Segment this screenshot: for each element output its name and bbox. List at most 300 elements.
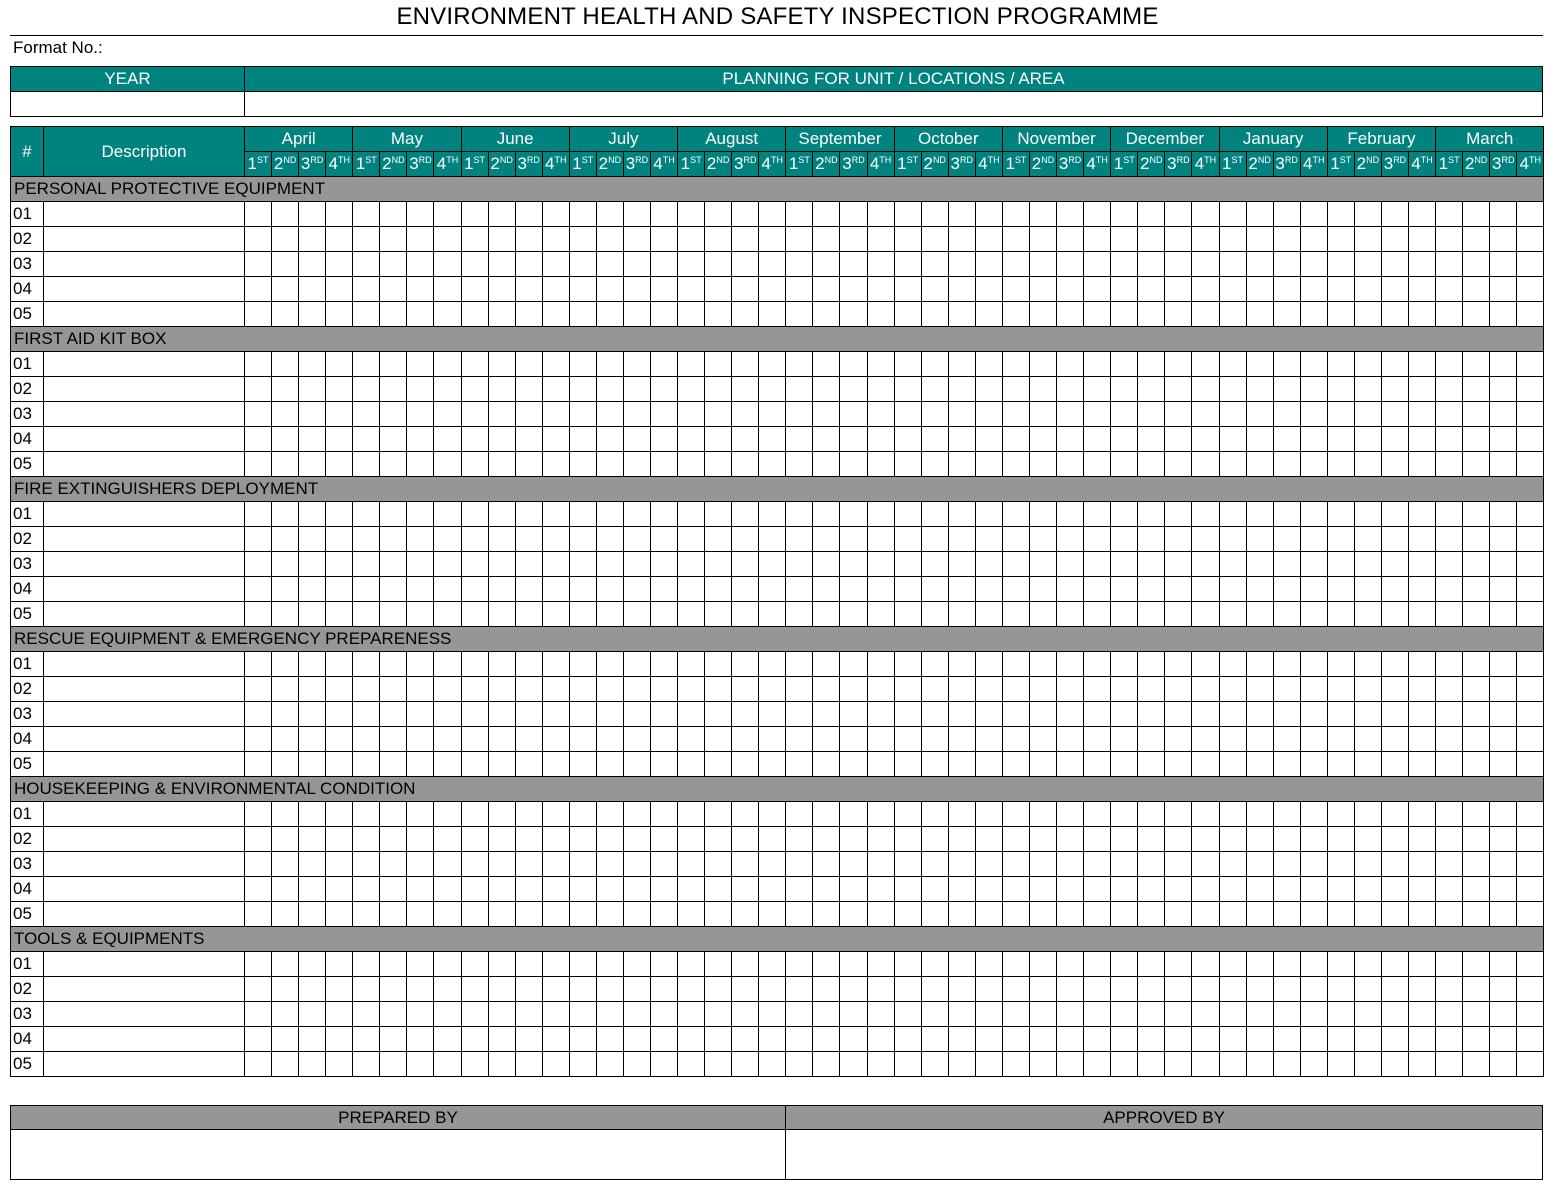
- schedule-cell[interactable]: [569, 302, 596, 327]
- description-cell[interactable]: [44, 302, 245, 327]
- schedule-cell[interactable]: [650, 902, 677, 927]
- schedule-cell[interactable]: [1327, 402, 1354, 427]
- schedule-cell[interactable]: [1517, 377, 1544, 402]
- schedule-cell[interactable]: [894, 202, 921, 227]
- schedule-cell[interactable]: [542, 977, 569, 1002]
- schedule-cell[interactable]: [1057, 602, 1084, 627]
- schedule-cell[interactable]: [921, 577, 948, 602]
- schedule-cell[interactable]: [1490, 377, 1517, 402]
- schedule-cell[interactable]: [678, 252, 705, 277]
- schedule-cell[interactable]: [1463, 427, 1490, 452]
- approved-by-field[interactable]: [786, 1130, 1543, 1180]
- schedule-cell[interactable]: [596, 852, 623, 877]
- schedule-cell[interactable]: [542, 827, 569, 852]
- schedule-cell[interactable]: [1408, 277, 1435, 302]
- schedule-cell[interactable]: [1002, 1027, 1029, 1052]
- schedule-cell[interactable]: [1029, 252, 1056, 277]
- schedule-cell[interactable]: [1273, 802, 1300, 827]
- schedule-cell[interactable]: [732, 677, 759, 702]
- schedule-cell[interactable]: [1084, 977, 1111, 1002]
- schedule-cell[interactable]: [1111, 552, 1138, 577]
- schedule-cell[interactable]: [705, 402, 732, 427]
- schedule-cell[interactable]: [1463, 977, 1490, 1002]
- schedule-cell[interactable]: [1490, 877, 1517, 902]
- schedule-cell[interactable]: [1111, 377, 1138, 402]
- schedule-cell[interactable]: [1354, 677, 1381, 702]
- schedule-cell[interactable]: [1138, 602, 1165, 627]
- schedule-cell[interactable]: [434, 702, 461, 727]
- schedule-cell[interactable]: [948, 502, 975, 527]
- schedule-cell[interactable]: [299, 227, 326, 252]
- schedule-cell[interactable]: [1111, 277, 1138, 302]
- schedule-cell[interactable]: [596, 402, 623, 427]
- schedule-cell[interactable]: [515, 1027, 542, 1052]
- schedule-cell[interactable]: [623, 827, 650, 852]
- schedule-cell[interactable]: [1002, 977, 1029, 1002]
- schedule-cell[interactable]: [299, 1002, 326, 1027]
- schedule-cell[interactable]: [786, 452, 813, 477]
- schedule-cell[interactable]: [1029, 677, 1056, 702]
- schedule-cell[interactable]: [894, 402, 921, 427]
- schedule-cell[interactable]: [542, 502, 569, 527]
- schedule-cell[interactable]: [921, 552, 948, 577]
- schedule-cell[interactable]: [813, 227, 840, 252]
- schedule-cell[interactable]: [1138, 877, 1165, 902]
- schedule-cell[interactable]: [786, 577, 813, 602]
- schedule-cell[interactable]: [867, 577, 894, 602]
- schedule-cell[interactable]: [1246, 402, 1273, 427]
- schedule-cell[interactable]: [732, 802, 759, 827]
- schedule-cell[interactable]: [1273, 877, 1300, 902]
- schedule-cell[interactable]: [1408, 852, 1435, 877]
- schedule-cell[interactable]: [1111, 702, 1138, 727]
- schedule-cell[interactable]: [1517, 802, 1544, 827]
- description-cell[interactable]: [44, 852, 245, 877]
- schedule-cell[interactable]: [732, 1002, 759, 1027]
- schedule-cell[interactable]: [650, 702, 677, 727]
- schedule-cell[interactable]: [1165, 952, 1192, 977]
- description-cell[interactable]: [44, 802, 245, 827]
- schedule-cell[interactable]: [840, 977, 867, 1002]
- schedule-cell[interactable]: [299, 527, 326, 552]
- schedule-cell[interactable]: [840, 802, 867, 827]
- schedule-cell[interactable]: [840, 527, 867, 552]
- schedule-cell[interactable]: [894, 1027, 921, 1052]
- schedule-cell[interactable]: [515, 752, 542, 777]
- schedule-cell[interactable]: [1300, 227, 1327, 252]
- schedule-cell[interactable]: [840, 577, 867, 602]
- schedule-cell[interactable]: [894, 902, 921, 927]
- schedule-cell[interactable]: [759, 877, 786, 902]
- schedule-cell[interactable]: [596, 452, 623, 477]
- schedule-cell[interactable]: [650, 502, 677, 527]
- schedule-cell[interactable]: [1084, 402, 1111, 427]
- schedule-cell[interactable]: [1246, 252, 1273, 277]
- schedule-cell[interactable]: [1273, 852, 1300, 877]
- schedule-cell[interactable]: [1219, 727, 1246, 752]
- schedule-cell[interactable]: [894, 502, 921, 527]
- schedule-cell[interactable]: [705, 452, 732, 477]
- schedule-cell[interactable]: [1111, 202, 1138, 227]
- schedule-cell[interactable]: [461, 577, 488, 602]
- schedule-cell[interactable]: [1517, 1002, 1544, 1027]
- schedule-cell[interactable]: [461, 302, 488, 327]
- schedule-cell[interactable]: [1029, 352, 1056, 377]
- schedule-cell[interactable]: [705, 1002, 732, 1027]
- schedule-cell[interactable]: [407, 877, 434, 902]
- schedule-cell[interactable]: [1300, 252, 1327, 277]
- schedule-cell[interactable]: [623, 977, 650, 1002]
- schedule-cell[interactable]: [596, 827, 623, 852]
- schedule-cell[interactable]: [434, 227, 461, 252]
- schedule-cell[interactable]: [299, 352, 326, 377]
- schedule-cell[interactable]: [272, 877, 299, 902]
- schedule-cell[interactable]: [1300, 502, 1327, 527]
- schedule-cell[interactable]: [1463, 202, 1490, 227]
- schedule-cell[interactable]: [596, 727, 623, 752]
- schedule-cell[interactable]: [1057, 252, 1084, 277]
- schedule-cell[interactable]: [948, 827, 975, 852]
- schedule-cell[interactable]: [1300, 852, 1327, 877]
- schedule-cell[interactable]: [1517, 252, 1544, 277]
- schedule-cell[interactable]: [272, 602, 299, 627]
- schedule-cell[interactable]: [326, 577, 353, 602]
- schedule-cell[interactable]: [948, 202, 975, 227]
- schedule-cell[interactable]: [1273, 227, 1300, 252]
- schedule-cell[interactable]: [245, 527, 272, 552]
- schedule-cell[interactable]: [1408, 527, 1435, 552]
- schedule-cell[interactable]: [623, 652, 650, 677]
- schedule-cell[interactable]: [1381, 877, 1408, 902]
- schedule-cell[interactable]: [245, 802, 272, 827]
- schedule-cell[interactable]: [488, 352, 515, 377]
- schedule-cell[interactable]: [1029, 1027, 1056, 1052]
- schedule-cell[interactable]: [759, 1052, 786, 1077]
- schedule-cell[interactable]: [1111, 902, 1138, 927]
- schedule-cell[interactable]: [1138, 702, 1165, 727]
- schedule-cell[interactable]: [1219, 277, 1246, 302]
- schedule-cell[interactable]: [515, 827, 542, 852]
- schedule-cell[interactable]: [407, 952, 434, 977]
- schedule-cell[interactable]: [894, 702, 921, 727]
- schedule-cell[interactable]: [975, 377, 1002, 402]
- schedule-cell[interactable]: [786, 402, 813, 427]
- schedule-cell[interactable]: [488, 377, 515, 402]
- schedule-cell[interactable]: [1436, 677, 1463, 702]
- schedule-cell[interactable]: [596, 577, 623, 602]
- schedule-cell[interactable]: [488, 852, 515, 877]
- schedule-cell[interactable]: [705, 377, 732, 402]
- schedule-cell[interactable]: [461, 677, 488, 702]
- schedule-cell[interactable]: [650, 552, 677, 577]
- schedule-cell[interactable]: [245, 452, 272, 477]
- schedule-cell[interactable]: [1517, 202, 1544, 227]
- schedule-cell[interactable]: [732, 852, 759, 877]
- schedule-cell[interactable]: [1327, 552, 1354, 577]
- schedule-cell[interactable]: [975, 402, 1002, 427]
- schedule-cell[interactable]: [1381, 602, 1408, 627]
- schedule-cell[interactable]: [407, 827, 434, 852]
- schedule-cell[interactable]: [1111, 1002, 1138, 1027]
- description-cell[interactable]: [44, 602, 245, 627]
- schedule-cell[interactable]: [894, 827, 921, 852]
- schedule-cell[interactable]: [596, 977, 623, 1002]
- schedule-cell[interactable]: [326, 202, 353, 227]
- schedule-cell[interactable]: [813, 302, 840, 327]
- schedule-cell[interactable]: [1246, 227, 1273, 252]
- schedule-cell[interactable]: [1300, 1052, 1327, 1077]
- schedule-cell[interactable]: [732, 527, 759, 552]
- schedule-cell[interactable]: [299, 377, 326, 402]
- schedule-cell[interactable]: [434, 652, 461, 677]
- schedule-cell[interactable]: [1002, 302, 1029, 327]
- schedule-cell[interactable]: [461, 877, 488, 902]
- schedule-cell[interactable]: [1463, 1027, 1490, 1052]
- schedule-cell[interactable]: [1138, 1002, 1165, 1027]
- schedule-cell[interactable]: [759, 402, 786, 427]
- schedule-cell[interactable]: [1517, 402, 1544, 427]
- schedule-cell[interactable]: [461, 527, 488, 552]
- schedule-cell[interactable]: [1138, 952, 1165, 977]
- schedule-cell[interactable]: [650, 752, 677, 777]
- schedule-cell[interactable]: [1327, 252, 1354, 277]
- schedule-cell[interactable]: [299, 802, 326, 827]
- schedule-cell[interactable]: [1165, 1027, 1192, 1052]
- schedule-cell[interactable]: [650, 877, 677, 902]
- schedule-cell[interactable]: [434, 802, 461, 827]
- schedule-cell[interactable]: [461, 602, 488, 627]
- schedule-cell[interactable]: [461, 1052, 488, 1077]
- schedule-cell[interactable]: [1381, 1052, 1408, 1077]
- schedule-cell[interactable]: [1084, 1002, 1111, 1027]
- schedule-cell[interactable]: [1246, 877, 1273, 902]
- schedule-cell[interactable]: [515, 352, 542, 377]
- schedule-cell[interactable]: [1517, 277, 1544, 302]
- schedule-cell[interactable]: [1327, 202, 1354, 227]
- schedule-cell[interactable]: [1381, 952, 1408, 977]
- schedule-cell[interactable]: [705, 352, 732, 377]
- schedule-cell[interactable]: [353, 227, 380, 252]
- schedule-cell[interactable]: [1463, 302, 1490, 327]
- schedule-cell[interactable]: [434, 252, 461, 277]
- schedule-cell[interactable]: [1219, 952, 1246, 977]
- schedule-cell[interactable]: [515, 577, 542, 602]
- schedule-cell[interactable]: [1408, 452, 1435, 477]
- schedule-cell[interactable]: [1084, 1052, 1111, 1077]
- schedule-cell[interactable]: [569, 802, 596, 827]
- schedule-cell[interactable]: [1084, 952, 1111, 977]
- schedule-cell[interactable]: [1165, 502, 1192, 527]
- schedule-cell[interactable]: [380, 977, 407, 1002]
- schedule-cell[interactable]: [1138, 402, 1165, 427]
- schedule-cell[interactable]: [921, 902, 948, 927]
- schedule-cell[interactable]: [353, 352, 380, 377]
- schedule-cell[interactable]: [1354, 377, 1381, 402]
- schedule-cell[interactable]: [1002, 452, 1029, 477]
- schedule-cell[interactable]: [975, 452, 1002, 477]
- schedule-cell[interactable]: [1436, 352, 1463, 377]
- schedule-cell[interactable]: [840, 877, 867, 902]
- schedule-cell[interactable]: [272, 1002, 299, 1027]
- schedule-cell[interactable]: [650, 577, 677, 602]
- schedule-cell[interactable]: [1002, 802, 1029, 827]
- schedule-cell[interactable]: [407, 702, 434, 727]
- schedule-cell[interactable]: [1165, 852, 1192, 877]
- schedule-cell[interactable]: [488, 402, 515, 427]
- schedule-cell[interactable]: [1138, 377, 1165, 402]
- schedule-cell[interactable]: [813, 827, 840, 852]
- schedule-cell[interactable]: [948, 277, 975, 302]
- schedule-cell[interactable]: [1490, 527, 1517, 552]
- schedule-cell[interactable]: [650, 402, 677, 427]
- schedule-cell[interactable]: [1300, 402, 1327, 427]
- schedule-cell[interactable]: [515, 427, 542, 452]
- schedule-cell[interactable]: [569, 452, 596, 477]
- schedule-cell[interactable]: [461, 502, 488, 527]
- schedule-cell[interactable]: [353, 602, 380, 627]
- schedule-cell[interactable]: [434, 552, 461, 577]
- schedule-cell[interactable]: [542, 577, 569, 602]
- schedule-cell[interactable]: [488, 502, 515, 527]
- schedule-cell[interactable]: [569, 252, 596, 277]
- schedule-cell[interactable]: [245, 577, 272, 602]
- schedule-cell[interactable]: [1436, 902, 1463, 927]
- schedule-cell[interactable]: [894, 227, 921, 252]
- schedule-cell[interactable]: [813, 527, 840, 552]
- schedule-cell[interactable]: [1138, 652, 1165, 677]
- schedule-cell[interactable]: [380, 952, 407, 977]
- schedule-cell[interactable]: [272, 677, 299, 702]
- schedule-cell[interactable]: [867, 402, 894, 427]
- description-cell[interactable]: [44, 377, 245, 402]
- schedule-cell[interactable]: [813, 502, 840, 527]
- schedule-cell[interactable]: [1408, 802, 1435, 827]
- schedule-cell[interactable]: [1057, 977, 1084, 1002]
- schedule-cell[interactable]: [1354, 427, 1381, 452]
- schedule-cell[interactable]: [542, 752, 569, 777]
- schedule-cell[interactable]: [299, 552, 326, 577]
- schedule-cell[interactable]: [786, 377, 813, 402]
- schedule-cell[interactable]: [1273, 752, 1300, 777]
- schedule-cell[interactable]: [569, 677, 596, 702]
- schedule-cell[interactable]: [1354, 952, 1381, 977]
- schedule-cell[interactable]: [1381, 977, 1408, 1002]
- schedule-cell[interactable]: [1300, 577, 1327, 602]
- schedule-cell[interactable]: [515, 552, 542, 577]
- schedule-cell[interactable]: [1246, 752, 1273, 777]
- schedule-cell[interactable]: [705, 502, 732, 527]
- schedule-cell[interactable]: [1111, 827, 1138, 852]
- schedule-cell[interactable]: [975, 952, 1002, 977]
- schedule-cell[interactable]: [1165, 352, 1192, 377]
- schedule-cell[interactable]: [488, 527, 515, 552]
- schedule-cell[interactable]: [353, 852, 380, 877]
- schedule-cell[interactable]: [867, 702, 894, 727]
- schedule-cell[interactable]: [353, 752, 380, 777]
- schedule-cell[interactable]: [353, 1052, 380, 1077]
- schedule-cell[interactable]: [1002, 952, 1029, 977]
- schedule-cell[interactable]: [759, 1027, 786, 1052]
- schedule-cell[interactable]: [299, 427, 326, 452]
- schedule-cell[interactable]: [705, 752, 732, 777]
- schedule-cell[interactable]: [840, 402, 867, 427]
- schedule-cell[interactable]: [1463, 502, 1490, 527]
- schedule-cell[interactable]: [407, 552, 434, 577]
- schedule-cell[interactable]: [650, 1052, 677, 1077]
- schedule-cell[interactable]: [272, 352, 299, 377]
- schedule-cell[interactable]: [569, 502, 596, 527]
- schedule-cell[interactable]: [569, 227, 596, 252]
- schedule-cell[interactable]: [1354, 402, 1381, 427]
- schedule-cell[interactable]: [1246, 852, 1273, 877]
- schedule-cell[interactable]: [1463, 352, 1490, 377]
- schedule-cell[interactable]: [1192, 502, 1219, 527]
- schedule-cell[interactable]: [759, 902, 786, 927]
- schedule-cell[interactable]: [1002, 227, 1029, 252]
- schedule-cell[interactable]: [1029, 202, 1056, 227]
- schedule-cell[interactable]: [434, 602, 461, 627]
- schedule-cell[interactable]: [1002, 827, 1029, 852]
- schedule-cell[interactable]: [1490, 352, 1517, 377]
- schedule-cell[interactable]: [1138, 802, 1165, 827]
- schedule-cell[interactable]: [623, 677, 650, 702]
- schedule-cell[interactable]: [732, 1052, 759, 1077]
- schedule-cell[interactable]: [1273, 1052, 1300, 1077]
- schedule-cell[interactable]: [975, 827, 1002, 852]
- schedule-cell[interactable]: [705, 552, 732, 577]
- schedule-cell[interactable]: [1057, 402, 1084, 427]
- schedule-cell[interactable]: [759, 702, 786, 727]
- schedule-cell[interactable]: [1138, 552, 1165, 577]
- schedule-cell[interactable]: [515, 802, 542, 827]
- schedule-cell[interactable]: [1300, 1027, 1327, 1052]
- schedule-cell[interactable]: [650, 202, 677, 227]
- schedule-cell[interactable]: [515, 727, 542, 752]
- schedule-cell[interactable]: [813, 802, 840, 827]
- schedule-cell[interactable]: [596, 377, 623, 402]
- schedule-cell[interactable]: [488, 702, 515, 727]
- schedule-cell[interactable]: [1029, 602, 1056, 627]
- schedule-cell[interactable]: [1354, 752, 1381, 777]
- schedule-cell[interactable]: [1138, 252, 1165, 277]
- schedule-cell[interactable]: [1436, 752, 1463, 777]
- schedule-cell[interactable]: [380, 752, 407, 777]
- schedule-cell[interactable]: [380, 427, 407, 452]
- schedule-cell[interactable]: [759, 827, 786, 852]
- schedule-cell[interactable]: [1381, 552, 1408, 577]
- schedule-cell[interactable]: [353, 452, 380, 477]
- schedule-cell[interactable]: [732, 1027, 759, 1052]
- schedule-cell[interactable]: [407, 677, 434, 702]
- schedule-cell[interactable]: [948, 352, 975, 377]
- schedule-cell[interactable]: [840, 652, 867, 677]
- schedule-cell[interactable]: [975, 302, 1002, 327]
- schedule-cell[interactable]: [1408, 677, 1435, 702]
- schedule-cell[interactable]: [461, 202, 488, 227]
- schedule-cell[interactable]: [786, 877, 813, 902]
- schedule-cell[interactable]: [975, 552, 1002, 577]
- description-cell[interactable]: [44, 902, 245, 927]
- schedule-cell[interactable]: [380, 452, 407, 477]
- schedule-cell[interactable]: [1057, 277, 1084, 302]
- schedule-cell[interactable]: [1381, 202, 1408, 227]
- schedule-cell[interactable]: [245, 1027, 272, 1052]
- schedule-cell[interactable]: [867, 977, 894, 1002]
- schedule-cell[interactable]: [705, 852, 732, 877]
- schedule-cell[interactable]: [650, 677, 677, 702]
- schedule-cell[interactable]: [1300, 377, 1327, 402]
- schedule-cell[interactable]: [1354, 527, 1381, 552]
